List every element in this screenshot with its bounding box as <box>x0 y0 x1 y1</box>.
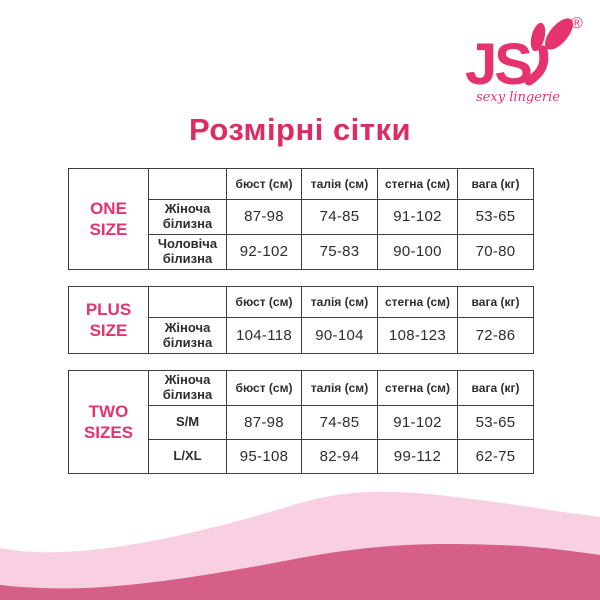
value-cell: 99-112 <box>378 439 458 473</box>
decorative-waves <box>0 470 600 600</box>
category-cell: Жіноча білизна <box>149 318 227 354</box>
value-cell: 95-108 <box>227 439 302 473</box>
plus-size-table <box>68 286 534 354</box>
value-cell: 53-65 <box>458 200 534 235</box>
col-header-bust: бюст (см) <box>227 169 302 200</box>
col-header-bust: бюст (см) <box>227 287 302 318</box>
value-cell: 92-102 <box>227 234 302 269</box>
value-cell: 108-123 <box>378 318 458 354</box>
corner-cell <box>149 169 227 200</box>
size-label: ONE SIZE <box>69 169 149 270</box>
size-label: PLUS SIZE <box>69 287 149 354</box>
value-cell: 70-80 <box>458 234 534 269</box>
col-header-hips: стегна (см) <box>378 287 458 318</box>
value-cell: 53-65 <box>458 405 534 439</box>
brand-letters: JS <box>465 32 530 97</box>
size-label: TWO SIZES <box>69 371 149 474</box>
category-cell: L/XL <box>149 439 227 473</box>
two-sizes-table <box>68 370 534 474</box>
corner-cell: Жіноча білизна <box>149 371 227 406</box>
value-cell: 104-118 <box>227 318 302 354</box>
value-cell: 90-100 <box>378 234 458 269</box>
value-cell: 87-98 <box>227 200 302 235</box>
value-cell: 90-104 <box>302 318 378 354</box>
corner-cell <box>149 287 227 318</box>
col-header-waist: талія (см) <box>302 371 378 406</box>
col-header-weight: вага (кг) <box>458 287 534 318</box>
registered-mark: ® <box>571 15 583 32</box>
category-cell: S/M <box>149 405 227 439</box>
category-cell: Чоловіча білизна <box>149 234 227 269</box>
col-header-hips: стегна (см) <box>378 371 458 406</box>
value-cell: 91-102 <box>378 405 458 439</box>
one-size-table <box>68 168 534 270</box>
brand-logo <box>443 6 595 112</box>
col-header-weight: вага (кг) <box>458 169 534 200</box>
value-cell: 75-83 <box>302 234 378 269</box>
value-cell: 87-98 <box>227 405 302 439</box>
value-cell: 72-86 <box>458 318 534 354</box>
col-header-hips: стегна (см) <box>378 169 458 200</box>
col-header-waist: талія (см) <box>302 169 378 200</box>
value-cell: 82-94 <box>302 439 378 473</box>
brand-tagline: sexy lingerie <box>476 90 560 105</box>
page-title: Розмірні сітки <box>188 112 412 147</box>
value-cell: 91-102 <box>378 200 458 235</box>
value-cell: 74-85 <box>302 200 378 235</box>
category-cell: Жіноча білизна <box>149 200 227 235</box>
value-cell: 74-85 <box>302 405 378 439</box>
col-header-bust: бюст (см) <box>227 371 302 406</box>
col-header-weight: вага (кг) <box>458 371 534 406</box>
col-header-waist: талія (см) <box>302 287 378 318</box>
value-cell: 62-75 <box>458 439 534 473</box>
